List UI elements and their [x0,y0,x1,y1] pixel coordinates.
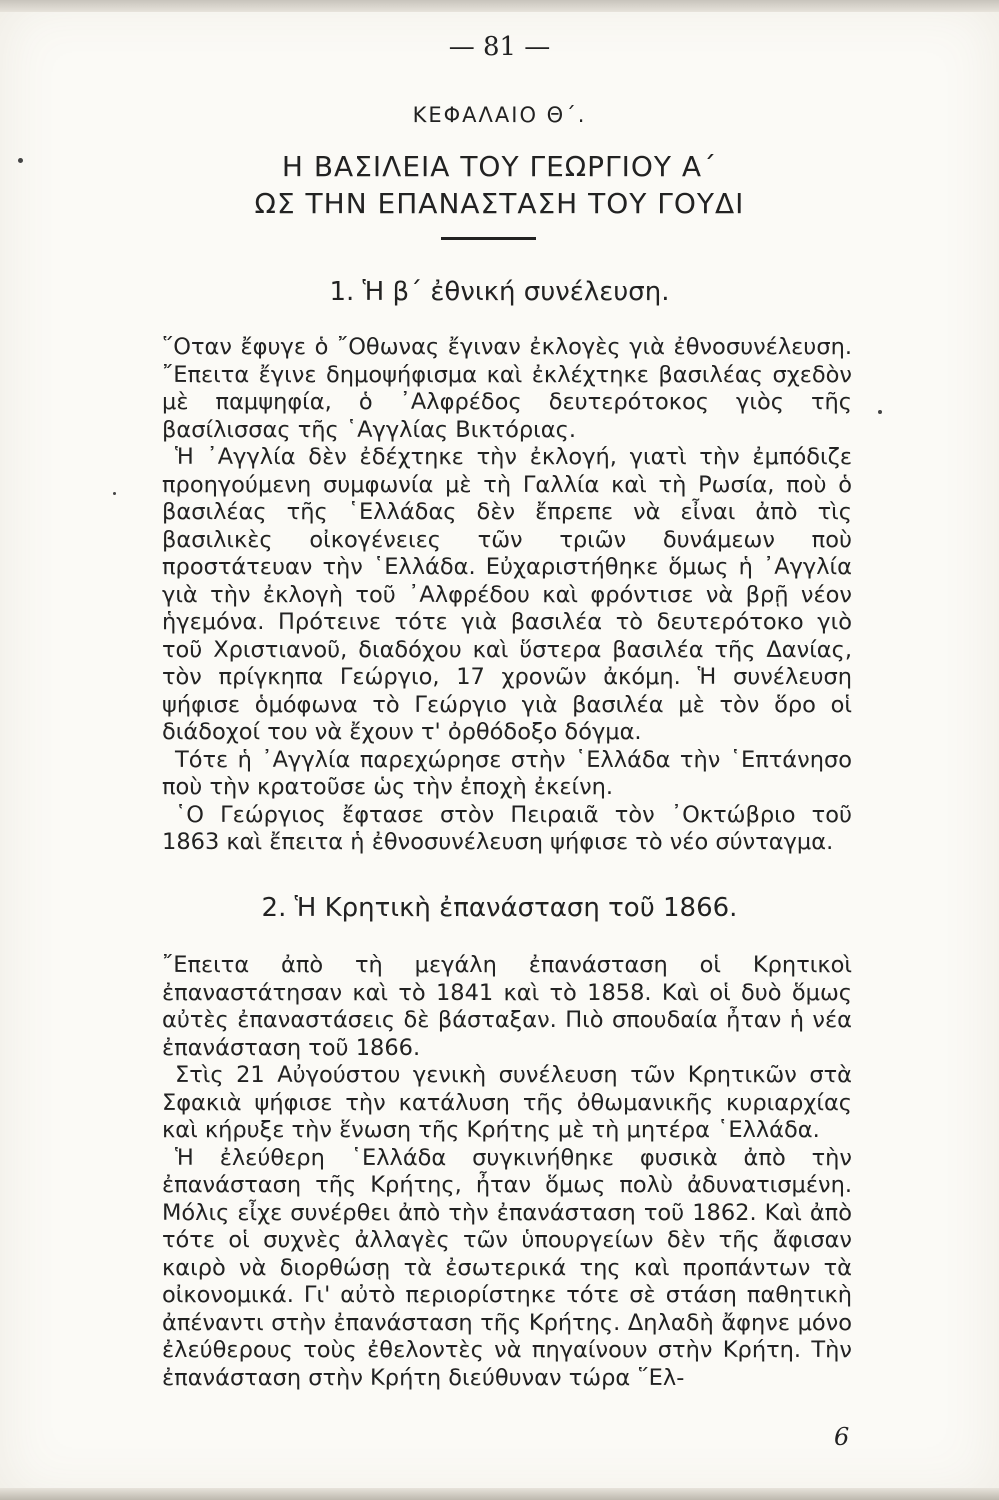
paragraph: Τότε ἡ ᾿Αγγλία παρεχώρησε στὴν ῾Ελλάδα τὴν ῾Επτάνησο ποὺ τὴν κρατοῦσε ὡς τὴν ἐποχὴ ἐκείνη. [162,746,852,800]
chapter-title-line-1: Η ΒΑΣΙΛΕΙΑ ΤΟΥ ΓΕΩΡΓΙΟΥ Α΄ [281,150,718,183]
paragraph: ῾Ο Γεώργιος ἔφτασε στὸν Πειραιᾶ τὸν ᾿Οκτώβριο τοῦ 1863 καὶ ἔπειτα ἡ ἐθνοσυνέλευση ψήφισε τὸ νέο σύνταγμα. [162,801,852,855]
section-heading-2: 2. Ἡ Κρητικὴ ἐπανάσταση τοῦ 1866. [261,893,738,923]
scan-speck [878,410,882,414]
section-body-2 [162,952,852,1392]
scan-speck [113,492,116,495]
chapter-label: ΚΕΦΑΛΑΙΟ Θ΄. [412,103,587,127]
chapter-title-line-2: ΩΣ ΤΗΝ ΕΠΑΝΑΣΤΑΣΗ ΤΟΥ ΓΟΥΔΙ [254,187,745,220]
scan-speck [18,158,23,163]
paragraph: ῎Επειτα ἀπὸ τὴ μεγάλη ἐπανάσταση οἱ Κρητικοὶ ἐπαναστάτησαν καὶ τὸ 1841 καὶ τὸ 1858. Καὶ οἱ δυὸ ὅμως αὐτὲς ἐπαναστάσεις δὲ βάσταξαν. Πιὸ σπουδαία ἦταν ἡ νέα ἐπανάσταση τοῦ 1866. [162,952,852,1061]
signature-mark: 6 [834,1423,850,1451]
paragraph: Ἡ ἐλεύθερη ῾Ελλάδα συγκινήθηκε φυσικὰ ἀπὸ τὴν ἐπανάσταση τῆς Κρήτης, ἦταν ὅμως πολὺ ἀδυνατισμένη. Μόλις εἶχε συνέρθει ἀπὸ τὴν ἐπανάσταση τοῦ 1862. Καὶ ἀπὸ τότε οἱ συχνὲς ἀλλαγὲς τῶν ὑπουργείων δὲν τῆς ἄφισαν καιρὸ νὰ διορθώσῃ τὰ ἐσωτερικά της καὶ προπάντων τὰ οἰκονομικά. Γι' αὐτὸ περιορίστηκε τότε σὲ στάση παθητικὴ ἀπέναντι στὴν ἐπανάσταση τῆς Κρήτης. Δηλαδὴ ἄφηνε μόνο ἐλεύθερους τοὺς ἐθελοντὲς νὰ πηγαίνουν στὴν Κρήτη. Τὴν ἐπανάσταση στὴν Κρήτη διεύθυναν τώρα ῞Ελ- [162,1144,852,1391]
title-divider [441,237,536,240]
section-body-1 [162,334,852,857]
scan-edge-bottom [0,1488,999,1500]
paragraph: ῞Οταν ἔφυγε ὁ ῎Οθωνας ἔγιναν ἐκλογὲς γιὰ ἐθνοσυνέλευση. ῎Επειτα ἔγινε δημοψήφισμα καὶ ἐκλέχτηκε βασιλέας σχεδὸν μὲ παμψηφία, ὁ ᾿Αλφρέδος δευτερότοκος γιὸς τῆς βασίλισσας τῆς ῾Αγγλίας Βικτόριας. [162,334,852,443]
chapter-title [0,148,999,222]
page-number: — 81 — [448,32,551,62]
paragraph: Στὶς 21 Αὐγούστου γενικὴ συνέλευση τῶν Κρητικῶν στὰ Σφακιὰ ψήφισε τὴν κατάλυση τῆς ὀθωμανικῆς κυριαρχίας καὶ κήρυξε τὴν ἕνωση τῆς Κρήτης μὲ τὴ μητέρα ῾Ελλάδα. [162,1062,852,1143]
paragraph: Ἡ ᾿Αγγλία δὲν ἐδέχτηκε τὴν ἐκλογή, γιατὶ τὴν ἐμπόδιζε προηγούμενη συμφωνία μὲ τὴ Γαλλία καὶ τὴ Ρωσία, ποὺ ὁ βασιλέας τῆς ῾Ελλάδας δὲν ἔπρεπε νὰ εἶναι ἀπὸ τὶς βασιλικὲς οἰκογένειες τῶν τριῶν δυνάμεων ποὺ προστάτευαν τὴν ῾Ελλάδα. Εὐχαριστήθηκε ὅμως ἡ ᾿Αγγλία γιὰ τὴν ἐκλογὴ τοῦ ᾿Αλφρέδου καὶ φρόντισε νὰ βρῇ νέον ἡγεμόνα. Πρότεινε τότε γιὰ βασιλέα τὸ δευτερότοκο γιὸ τοῦ Χριστιανοῦ, διαδόχου καὶ ὕστερα βασιλέα τῆς Δανίας, τὸν πρίγκηπα Γεώργιο, 17 χρονῶν ἀκόμη. Ἡ συνέλευση ψήφισε ὁμόφωνα τὸ Γεώργιο γιὰ βασιλέα μὲ τὸν ὅρο οἱ διάδοχοί του νὰ ἔχουν τ' ὀρθόδοξο δόγμα. [162,444,852,745]
scan-edge-top [0,0,999,12]
section-heading-1: 1. Ἡ β΄ ἐθνική συνέλευση. [329,277,670,307]
